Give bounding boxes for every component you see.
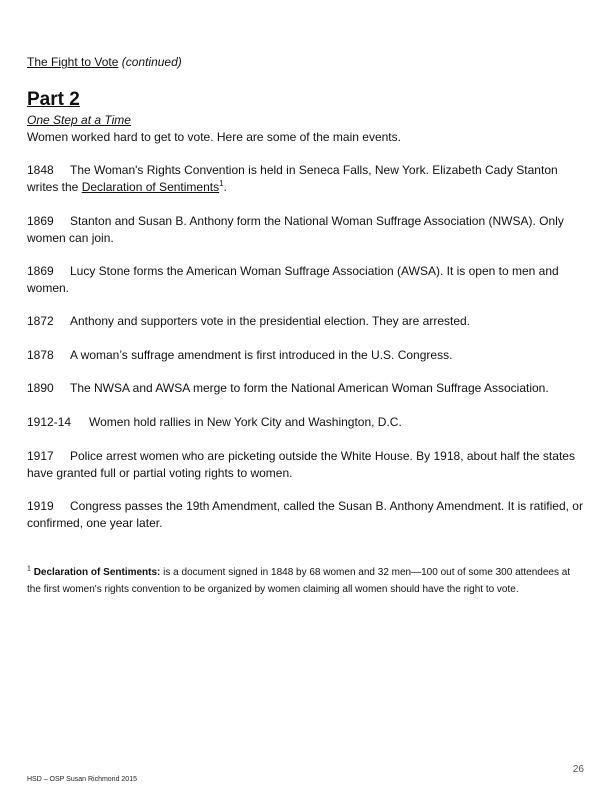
event-year: 1878 <box>27 348 54 362</box>
event-year: 1869 <box>27 264 54 278</box>
timeline-event <box>27 414 587 431</box>
page-footer: HSD – OSP Susan Richmond 2015 <box>27 776 137 783</box>
event-year: 1869 <box>27 214 54 228</box>
timeline-event <box>27 213 587 246</box>
timeline-event <box>27 498 587 531</box>
event-text: The Woman's Rights Convention is held in Seneca Falls, New York. Elizabeth Cady Stanton writes the <box>27 163 558 194</box>
event-text: Women hold rallies in New York City and Washington, D.C. <box>89 415 402 429</box>
page-number: 26 <box>572 764 584 775</box>
event-text: Anthony and supporters vote in the presidential election. They are arrested. <box>70 314 471 328</box>
timeline-event <box>27 263 587 296</box>
event-year: 1890 <box>27 381 54 395</box>
header-title: The Fight to Vote <box>27 55 119 69</box>
timeline-event <box>27 448 587 481</box>
declaration-of-sentiments-term: Declaration of Sentiments <box>81 179 220 194</box>
event-text-end: . <box>223 179 227 194</box>
event-text: Police arrest women who are picketing outside the White House. By 1918, about half the states have granted full or partial voting rights to women. <box>27 449 575 480</box>
event-text: The NWSA and AWSA merge to form the National American Woman Suffrage Association. <box>70 381 549 395</box>
event-year: 1917 <box>27 449 54 463</box>
footnote-reference: 1 <box>219 178 224 188</box>
event-text: Lucy Stone forms the American Woman Suffrage Association (AWSA). It is open to men and women. <box>27 264 559 295</box>
timeline-event <box>27 347 587 364</box>
header-continued: (continued) <box>121 55 182 69</box>
event-text: A woman’s suffrage amendment is first introduced in the U.S. Congress. <box>70 348 453 362</box>
timeline-event <box>27 313 587 330</box>
intro-paragraph: Women worked hard to get to vote. Here are some of the main events. <box>27 130 401 144</box>
footnote-term: Declaration of Sentiments: <box>33 567 161 578</box>
event-year: 1919 <box>27 499 54 513</box>
timeline-event <box>27 380 587 397</box>
event-year: 1848 <box>27 163 54 177</box>
part-heading: Part 2 <box>27 89 80 110</box>
event-text: Congress passes the 19th Amendment, called the Susan B. Anthony Amendment. It is ratified, or confirmed, one year later. <box>27 499 583 530</box>
event-year: 1872 <box>27 314 54 328</box>
event-year: 1912-14 <box>27 415 72 429</box>
timeline-event <box>27 162 587 195</box>
footnote-text: is a document signed in 1848 by 68 women and 32 men—100 out of some 300 attendees at the first women's rights convention to be organized by women claiming all women should have the right to vote. <box>27 567 571 595</box>
event-text: Stanton and Susan B. Anthony form the National Woman Suffrage Association (NWSA). Only women can join. <box>27 214 564 245</box>
footnote <box>27 565 583 598</box>
footnote-marker: 1 <box>27 565 31 573</box>
section-subheading: One Step at a Time <box>27 113 131 127</box>
running-header <box>27 54 182 70</box>
